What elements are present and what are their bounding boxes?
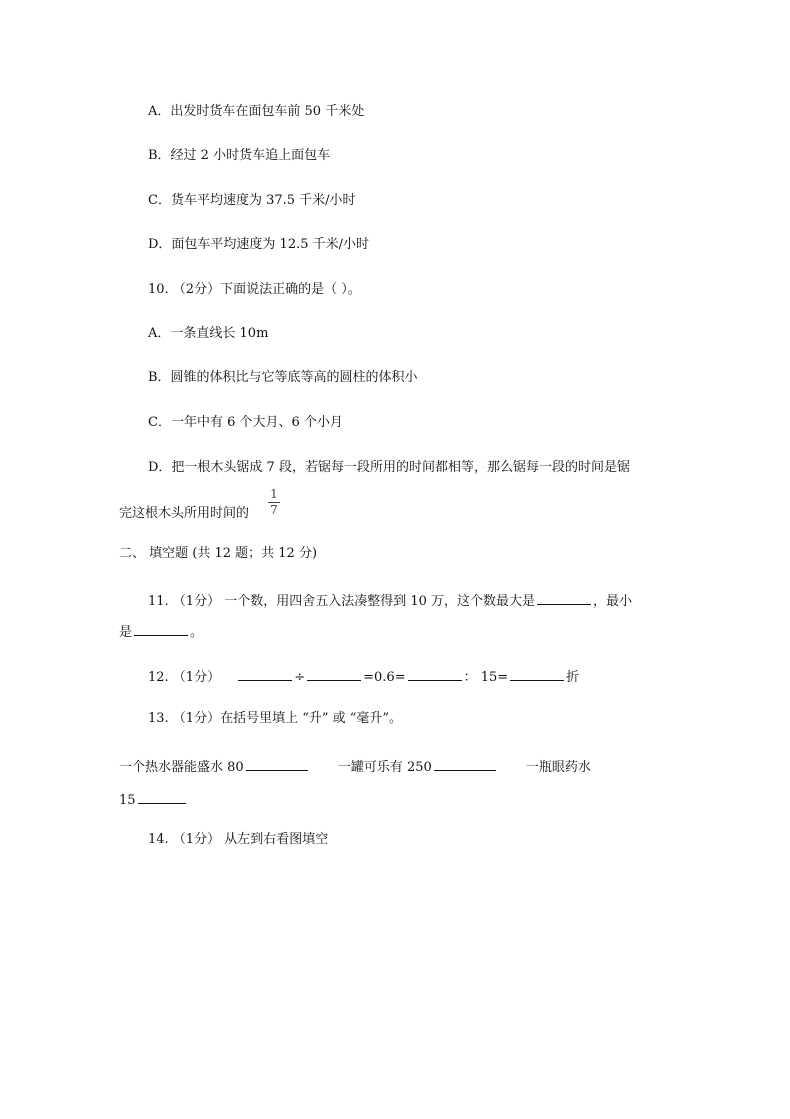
q13-blank-2[interactable] — [434, 757, 496, 771]
q11-text-2: ，最小 — [593, 594, 633, 609]
q12-suffix: 折 — [566, 670, 580, 685]
q14-stem: 14. （1分） 从左到右看图填空 — [148, 832, 329, 847]
q10-option-c: C．一年中有 6 个大月、6 个小月 — [148, 415, 343, 430]
q10-option-d-line1: D．把一根木头锯成 7 段，若锯每一段所用的时间都相等，那么锯每一段的时间是锯 — [148, 460, 630, 475]
q12-blank-2[interactable] — [307, 667, 361, 681]
q10-option-a: A．一条直线长 10m — [148, 326, 269, 341]
q9-option-c: C．货车平均速度为 37.5 千米/小时 — [148, 193, 356, 208]
q13-blank-1[interactable] — [246, 757, 308, 771]
fraction-denominator: 7 — [270, 503, 278, 517]
q9-option-d: D．面包车平均速度为 12.5 千米/小时 — [148, 237, 370, 252]
q13-item-3: 一瓶眼药水 — [525, 760, 591, 775]
q12-line — [148, 667, 579, 686]
q13-blank-3[interactable] — [138, 790, 186, 804]
q11-blank-max[interactable] — [537, 591, 591, 605]
q12-prefix: 12. （1分） — [148, 670, 221, 685]
q11-line1 — [148, 591, 632, 610]
q13-item-1: 一个热水器能盛水 80 — [119, 760, 244, 775]
q11-blank-min[interactable] — [134, 622, 188, 636]
q13-item-3-value: 15 — [119, 793, 136, 808]
q12-colon: ： 15= — [463, 670, 509, 685]
q9-option-a: A．出发时货车在面包车前 50 千米处 — [148, 104, 365, 119]
q13-item-2: 一罐可乐有 250 — [337, 760, 432, 775]
q12-eq: =0.6= — [363, 670, 406, 685]
q13-item-3-cont — [119, 790, 188, 809]
q13-items-line — [119, 757, 591, 776]
q10-stem: 10. （2分）下面说法正确的是（ ）。 — [148, 282, 361, 297]
section-2-title: 二、 填空题 (共 12 题；共 12 分) — [119, 546, 318, 561]
q12-blank-4[interactable] — [510, 667, 564, 681]
q9-option-b: B．经过 2 小时货车追上面包车 — [148, 148, 331, 163]
fraction-numerator: 1 — [270, 487, 278, 501]
q11-text-1: 11. （1分） 一个数，用四舍五入法凑整得到 10 万，这个数最大是 — [148, 594, 536, 609]
q10-option-b: B．圆锥的体积比与它等底等高的圆柱的体积小 — [148, 370, 418, 385]
q11-line2 — [119, 622, 203, 641]
q13-stem: 13. （1分）在括号里填上 “升” 或 “毫升”。 — [148, 711, 403, 726]
q12-div: ÷ — [294, 670, 306, 685]
q11-text-3: 是 — [119, 625, 133, 640]
fraction-one-seventh — [268, 488, 280, 517]
q12-blank-1[interactable] — [238, 667, 292, 681]
q12-blank-3[interactable] — [408, 667, 462, 681]
q10-option-d-line2: 完这根木头所用时间的 — [119, 506, 250, 521]
q11-text-4: 。 — [190, 625, 204, 640]
